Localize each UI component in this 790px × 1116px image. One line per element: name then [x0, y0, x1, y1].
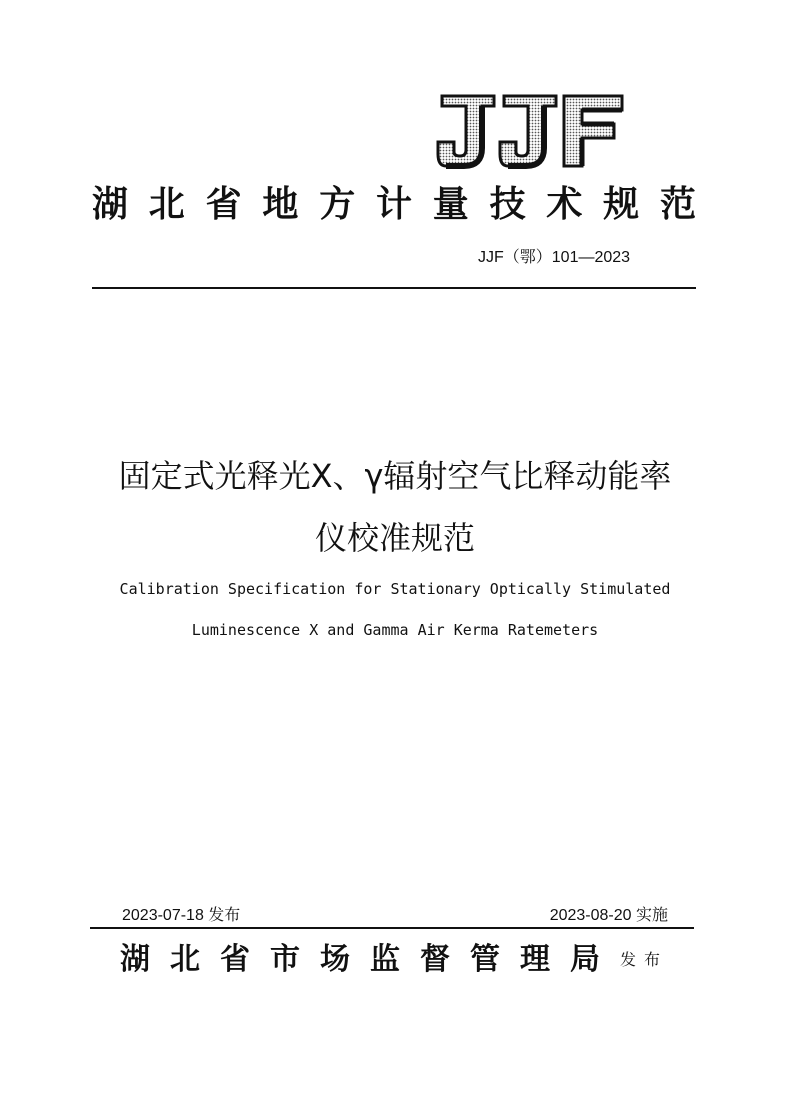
organization-title: 湖北省地方计量技术规范: [92, 183, 698, 225]
footer-divider: [90, 927, 694, 929]
title-en-line-1: Calibration Specification for Stationary Optically Stimulated: [119, 580, 671, 598]
title-en-line-2: Luminescence X and Gamma Air Kerma Ratemeters: [191, 621, 599, 639]
header-divider: [92, 287, 696, 289]
effective-date: 2023-08-20 实施: [549, 907, 668, 924]
logo-letter-j-2: [500, 96, 556, 166]
title-cn-line-1: 固定式光释光X、γ辐射空气比释动能率: [118, 457, 672, 495]
title-cn-line-2: 仪校准规范: [314, 519, 475, 557]
issue-date: 2023-07-18 发布: [122, 907, 241, 924]
logo-letter-j-1: [438, 96, 494, 166]
issuer-name: 湖北省市场监督管理局: [120, 942, 600, 977]
issuer-suffix: 发布: [620, 950, 669, 969]
logo-letter-f: [564, 96, 622, 166]
jjf-logo: [436, 92, 626, 172]
standard-code: JJF（鄂）101—2023: [478, 249, 631, 266]
